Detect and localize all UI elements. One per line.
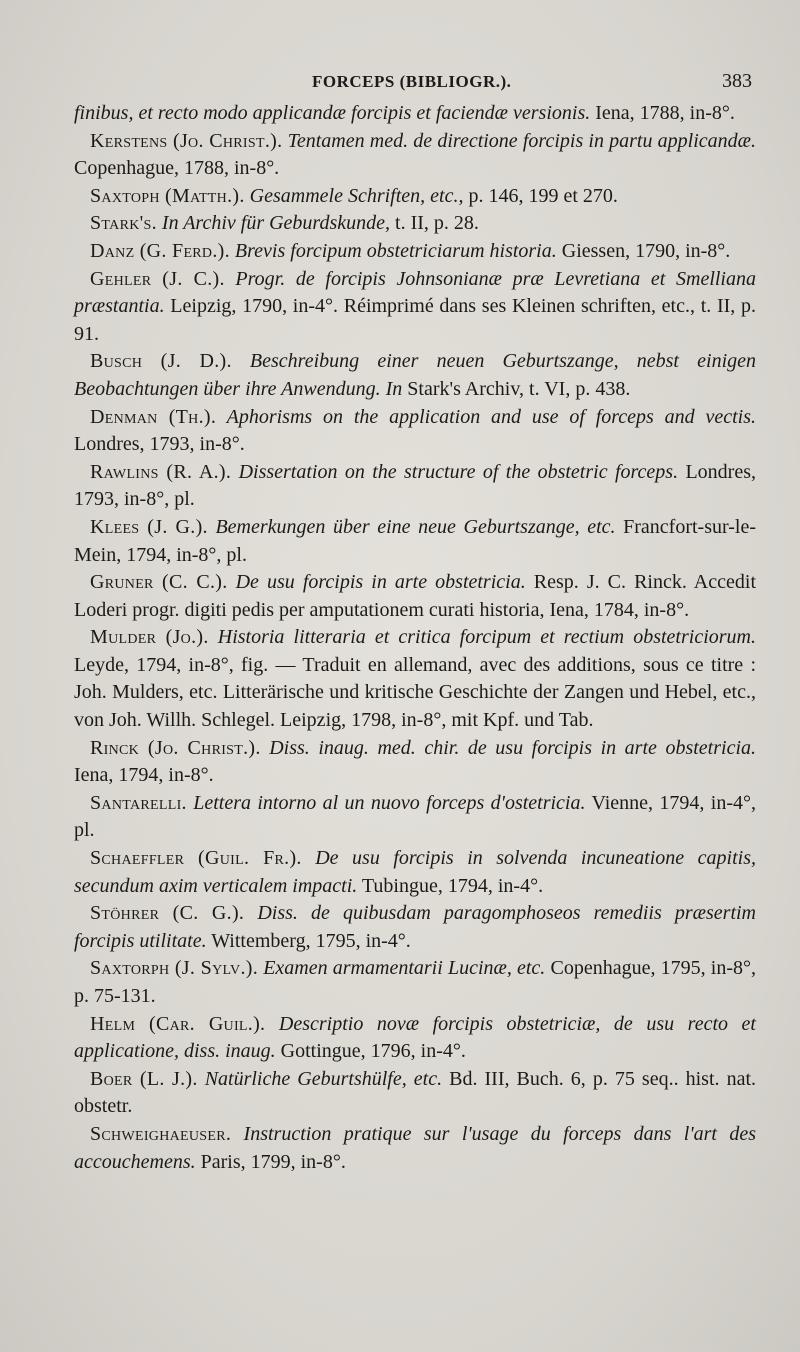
- entry-title: finibus, et recto modo applicandæ forcipis et faciendæ versionis.: [74, 102, 591, 124]
- bibliography-entry: [74, 900, 756, 955]
- entry-details: Resp. J. C. Rinck. Accedit Loderi progr. digiti pedis per amputationem curati historia, Iena, 1784, in-8°.: [74, 571, 756, 621]
- entry-title: Gesammele Schriften, etc.,: [244, 184, 464, 207]
- entry-author: Helm (Car. Guil.).: [90, 1012, 266, 1035]
- bibliography-entry: [74, 514, 756, 569]
- page-number: 383: [722, 70, 752, 92]
- entry-author: Denman (Th.).: [90, 405, 217, 428]
- running-head: [0, 70, 800, 100]
- entry-details: Leyde, 1794, in-8°, fig. — Traduit en allemand, avec des additions, sous ce titre : Joh. Mulders, etc. Litterärische und kritische Geschichte der Zangen und Hebel, etc., von Joh. Willh. Schlegel. Leipzig, 1798, in-8°, mit Kpf. und Tab.: [74, 653, 756, 732]
- entry-author: Rawlins (R. A.).: [90, 460, 232, 483]
- entry-title: Examen armamentarii Lucinæ, etc.: [258, 957, 546, 980]
- entry-author: Mulder (Jo.).: [90, 626, 209, 649]
- bibliography-entry: [74, 569, 756, 624]
- entry-details: Leipzig, 1790, in-4°. Réimprimé dans ses Kleinen schriften, etc., t. II, p. 91.: [74, 295, 756, 345]
- bibliography-entry: [74, 459, 756, 514]
- bibliography-entry: [74, 1066, 756, 1121]
- entry-details: Giessen, 1790, in-8°.: [556, 239, 731, 262]
- entry-details: Tubingue, 1794, in-4°.: [357, 874, 544, 897]
- entry-details: Bd. III, Buch. 6, p. 75 seq.. hist. nat. obstetr.: [74, 1067, 756, 1118]
- running-title: FORCEPS (BIBLIOGR.).: [312, 72, 512, 91]
- entry-title: Diss. de quibusdam paragomphoseos remediis præsertim forcipis utilitate.: [74, 902, 756, 952]
- bibliography-entry: [74, 100, 756, 128]
- entry-title: De usu forcipis in arte obstetricia.: [227, 571, 526, 594]
- entry-author: Santarelli.: [90, 791, 187, 814]
- entry-author: Kerstens (Jo. Christ.).: [90, 129, 283, 152]
- entry-details: Iena, 1788, in-8°.: [590, 102, 735, 124]
- entry-title: Natürliche Geburtshülfe, etc.: [197, 1067, 443, 1090]
- entry-title: Aphorisms on the application and use of forceps and vectis.: [216, 405, 757, 428]
- entry-author: Schweighaeuser.: [90, 1122, 232, 1145]
- entry-details: Iena, 1794, in-8°.: [74, 764, 214, 787]
- entry-details: Paris, 1799, in-8°.: [195, 1150, 346, 1173]
- entry-details: Londres, 1793, in-8°.: [74, 433, 245, 456]
- entry-title: Historia litteraria et critica forcipum et rectium obstetriciorum.: [208, 626, 756, 649]
- entry-details: p. 146, 199 et 270.: [463, 184, 618, 207]
- entry-author: Saxtoph (Matth.).: [90, 184, 245, 207]
- entry-title: Bemerkungen über eine neue Geburtszange, etc.: [207, 515, 616, 538]
- entry-title: Diss. inaug. med. chir. de usu forcipis in arte obstetricia.: [260, 736, 757, 759]
- entry-details: t. II, p. 28.: [390, 212, 479, 235]
- bibliography-entry: [74, 348, 756, 403]
- bibliography-entry: [74, 210, 756, 238]
- entry-details: Wittemberg, 1795, in-4°.: [206, 929, 411, 952]
- entry-details: Francfort-sur-le-Mein, 1794, in-8°, pl.: [74, 515, 757, 566]
- entry-title: Instruction pratique sur l'usage du forceps dans l'art des accouchemens.: [74, 1122, 756, 1173]
- entry-author: Stark's.: [90, 212, 157, 235]
- entry-author: Gehler (J. C.).: [90, 267, 225, 290]
- entry-details: Copenhague, 1795, in-8°, p. 75-131.: [74, 957, 756, 1007]
- entry-title: Progr. de forcipis Johnsonianæ præ Levretiana et Smelliana præstantia.: [74, 267, 756, 318]
- entry-details: Copenhague, 1788, in-8°.: [74, 157, 280, 180]
- entry-title: De usu forcipis in solvenda incuneatione capitis, secundum axim verticalem impacti.: [74, 847, 756, 897]
- entry-title: Tentamen med. de directione forcipis in partu applicandæ.: [282, 129, 756, 152]
- entry-title: In Archiv für Geburdskunde,: [156, 212, 391, 235]
- bibliography-entry: [74, 404, 756, 459]
- bibliography-entry: [74, 1121, 756, 1176]
- entry-details: Vienne, 1794, in-4°, pl.: [74, 791, 757, 842]
- bibliography-entry: [74, 955, 756, 1010]
- entry-title: Dissertation on the structure of the obstetric forceps.: [231, 460, 679, 483]
- entry-title: Brevis forcipum obstetriciarum historia.: [229, 239, 557, 262]
- entry-title: Descriptio novæ forcipis obstetriciæ, de usu recto et applicatione, diss. inaug.: [74, 1012, 756, 1063]
- entry-details: Stark's Archiv, t. VI, p. 438.: [402, 377, 631, 400]
- bibliography-entry: [74, 238, 756, 266]
- bibliography-entry: [74, 1011, 756, 1066]
- entry-author: Rinck (Jo. Christ.).: [90, 736, 261, 759]
- bibliography-entry: [74, 183, 756, 211]
- entry-author: Boer (L. J.).: [90, 1067, 198, 1090]
- entry-title: Beschreibung einer neuen Geburtszange, nebst einigen Beobachtungen über ihre Anwendung. In: [74, 350, 757, 400]
- entry-author: Danz (G. Ferd.).: [90, 239, 230, 262]
- entry-author: Busch (J. D.).: [90, 350, 232, 373]
- bibliography-entry: [74, 845, 756, 900]
- bibliography-entry: [74, 128, 756, 183]
- bibliography-entry: [74, 790, 756, 845]
- bibliography-list: [74, 100, 756, 1176]
- entry-details: Gottingue, 1796, in-4°.: [275, 1040, 466, 1063]
- entry-author: Gruner (C. C.).: [90, 571, 228, 594]
- bibliography-entry: [74, 735, 756, 790]
- entry-title: Lettera intorno al un nuovo forceps d'ostetricia.: [186, 791, 586, 814]
- entry-author: Saxtorph (J. Sylv.).: [90, 957, 259, 980]
- entry-author: Stöhrer (C. G.).: [90, 902, 245, 925]
- entry-details: Londres, 1793, in-8°, pl.: [74, 460, 757, 511]
- entry-author: Schaeffler (Guil. Fr.).: [90, 847, 302, 870]
- bibliography-entry: [74, 624, 756, 734]
- entry-author: Klees (J. G.).: [90, 515, 208, 538]
- bibliography-entry: [74, 266, 756, 349]
